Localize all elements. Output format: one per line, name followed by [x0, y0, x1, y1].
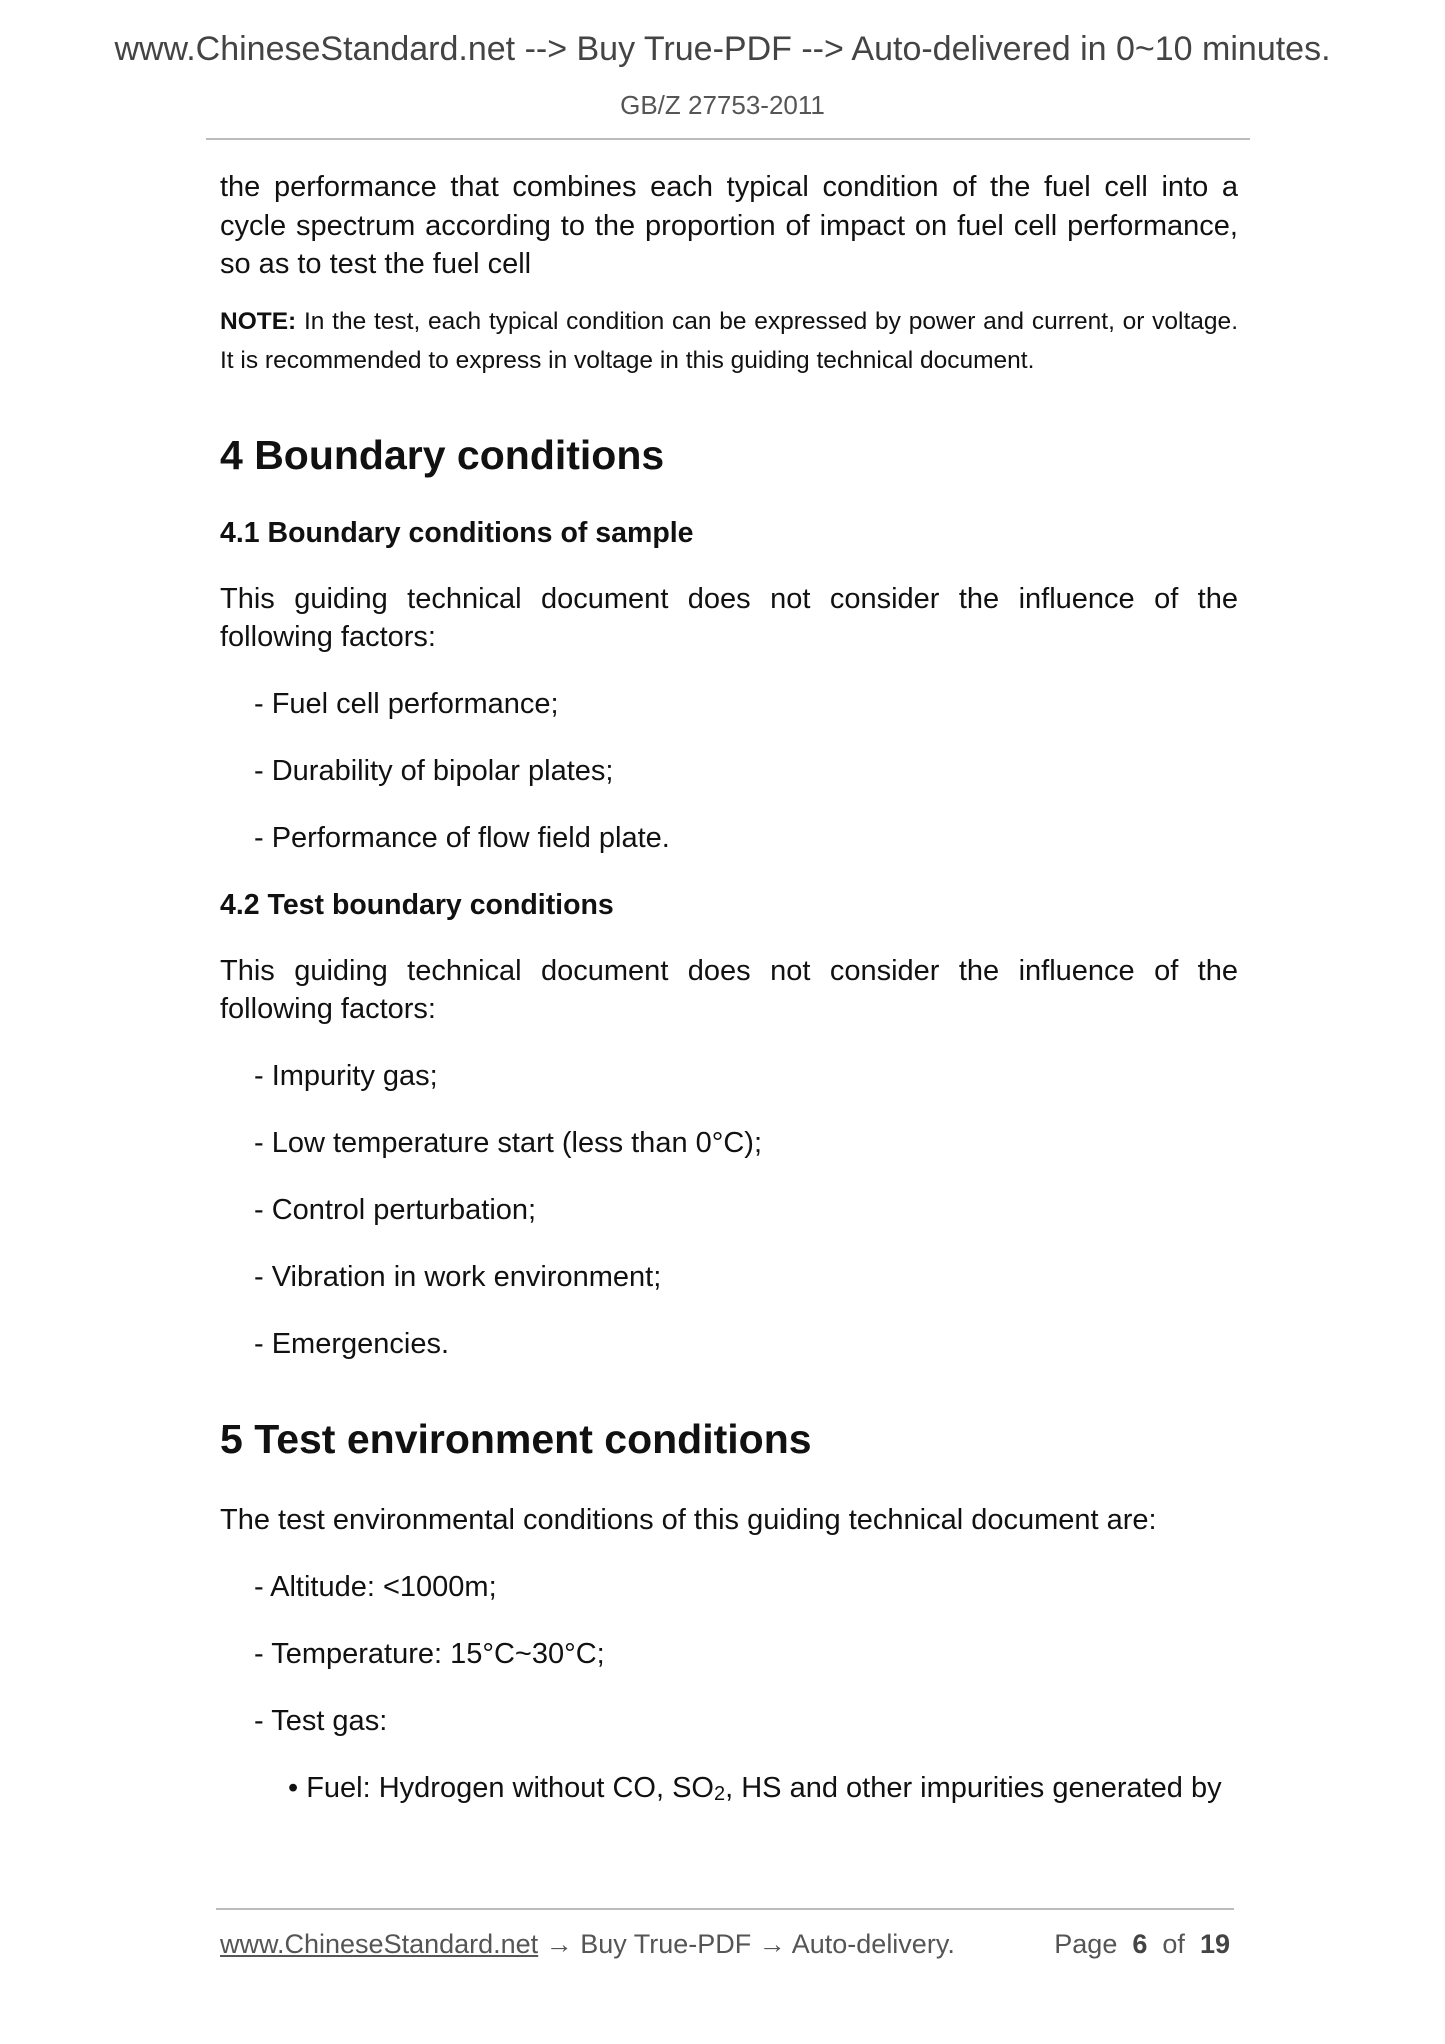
fuel-text-prefix: • Fuel: Hydrogen without CO, SO [288, 1772, 714, 1804]
footer-website-link[interactable]: www.ChineseStandard.net [220, 1929, 539, 1959]
list-item: - Control perturbation; [254, 1193, 537, 1226]
section-4-2-intro: This guiding technical document does not consider the influence of the following factors: [220, 954, 1238, 1025]
list-item: - Performance of flow field plate. [254, 821, 670, 854]
fuel-subscript: 2 [714, 1783, 726, 1805]
section-4-2-heading: 4.2 Test boundary conditions [220, 888, 614, 921]
list-item: - Temperature: 15°C~30°C; [254, 1638, 605, 1670]
list-item: - Fuel cell performance; [254, 687, 559, 720]
note-label: NOTE: [220, 307, 297, 335]
section-5-heading: 5 Test environment conditions [220, 1415, 812, 1462]
page-body [220, 168, 1238, 1807]
list-item: - Altitude: <1000m; [254, 1571, 497, 1603]
page-number: 6 [1132, 1929, 1148, 1959]
list-item: - Emergencies. [254, 1327, 450, 1360]
fuel-text-suffix: , HS and other impurities generated by [725, 1772, 1222, 1804]
of-label: of [1162, 1929, 1185, 1959]
section-4-1-intro: This guiding technical document does not consider the influence of the following factors: [220, 582, 1238, 653]
list-item: - Test gas: [254, 1705, 388, 1737]
footer-divider [216, 1908, 1234, 1910]
total-pages: 19 [1199, 1929, 1230, 1959]
footer-trail-text: → Buy True-PDF → Auto-delivery. [538, 1929, 955, 1959]
section-4-heading: 4 Boundary conditions [220, 431, 665, 478]
list-item: - Vibration in work environment; [254, 1260, 662, 1293]
page-label: Page [1054, 1929, 1118, 1959]
note-block [220, 302, 1238, 380]
page-footer [220, 1929, 1230, 1960]
fuel-sub-item [220, 1769, 1238, 1807]
note-text: In the test, each typical condition can be expressed by power and current, or voltage. It is recommended to express in voltage in this guiding technical document. [220, 307, 1238, 374]
section-4-1-heading: 4.1 Boundary conditions of sample [220, 516, 694, 549]
list-item: - Durability of bipolar plates; [254, 754, 614, 787]
intro-paragraph: the performance that combines each typical condition of the fuel cell into a cycle spectrum according to the proportion of impact on fuel cell performance, so as to test the fuel cell [220, 171, 1238, 280]
document-number: GB/Z 27753-2011 [620, 90, 825, 120]
list-item: - Impurity gas; [254, 1059, 438, 1092]
section-5-intro: The test environmental conditions of this guiding technical document are: [220, 1503, 1157, 1536]
list-item: - Low temperature start (less than 0°C); [254, 1126, 763, 1159]
page-indicator [1054, 1929, 1230, 1960]
top-banner[interactable]: www.ChineseStandard.net --> Buy True-PDF --> Auto-delivered in 0~10 minutes. [114, 30, 1331, 68]
header-divider [206, 138, 1250, 140]
